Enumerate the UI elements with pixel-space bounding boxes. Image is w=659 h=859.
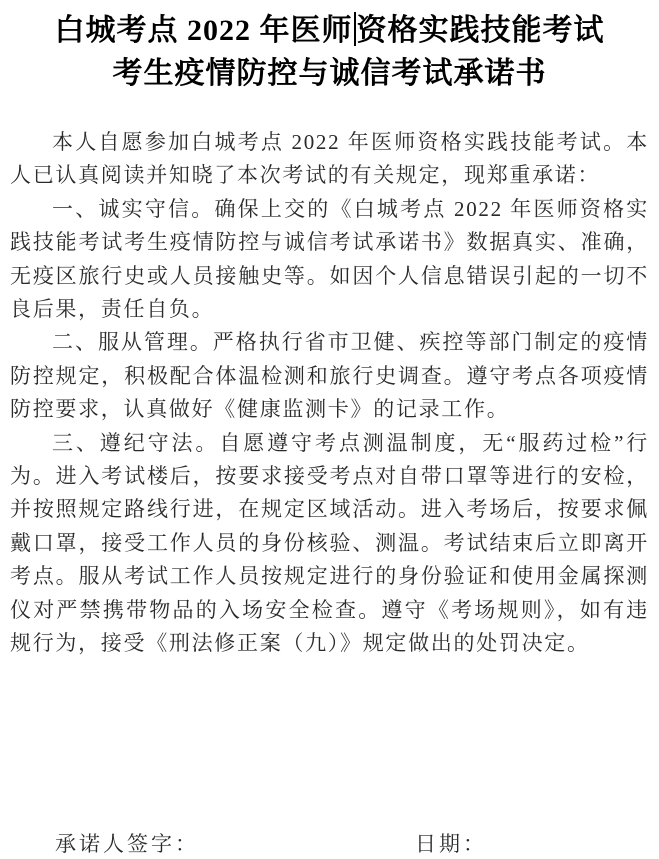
paragraph-clause-2-obey-management: 二、服从管理。严格执行省市卫健、疾控等部门制定的疫情防控规定，积极配合体温检测和旅行史调查。遵守考点各项疫情防控要求，认真做好《健康监测卡》的记录工作。 bbox=[10, 330, 649, 422]
title-line-1 bbox=[10, 9, 649, 52]
date-label: 日期： bbox=[415, 832, 487, 856]
paragraph-clause-3-discipline: 三、遵纪守法。自愿遵守考点测温制度，无“服药过检”行为。进入考试楼后，按要求接受考点对自带口罩等进行的安检，并按照规定路线行进，在规定区域活动。进入考场后，按要求佩戴口罩，接受工作人员的身份核验、测温。考试结束后立即离开考点。服从考试工作人员按规定进行的身份验证和使用金属探测仪对严禁携带物品的入场安全检查。遵守《考场规则》，如有违规行为，接受《刑法修正案（九）》规定做出的处罚决定。 bbox=[10, 430, 649, 656]
signer-signature-label: 承诺人签字： bbox=[55, 832, 199, 856]
document-body bbox=[10, 126, 649, 661]
document-title bbox=[10, 9, 649, 95]
paragraph-intro: 本人自愿参加白城考点 2022 年医师资格实践技能考试。本人已认真阅读并知晓了本次考试的有关规定，现郑重承诺： bbox=[10, 130, 649, 188]
signature-row bbox=[10, 828, 649, 858]
paragraph-clause-1-honesty: 一、诚实守信。确保上交的《白城考点 2022 年医师资格实践技能考试考生疫情防控与诚信考试承诺书》数据真实、准确，无疫区旅行史或人员接触史等。如因个人信息错误引起的一切不良后果，责任自负。 bbox=[10, 196, 649, 322]
title-line-2: 考生疫情防控与诚信考试承诺书 bbox=[112, 57, 547, 90]
title-line-1-text-before-cursor: 白城考点 2022 年医师 bbox=[54, 14, 353, 47]
title-line-1-text-after-cursor: 资格实践技能考试 bbox=[356, 14, 605, 47]
text-cursor bbox=[354, 12, 356, 46]
